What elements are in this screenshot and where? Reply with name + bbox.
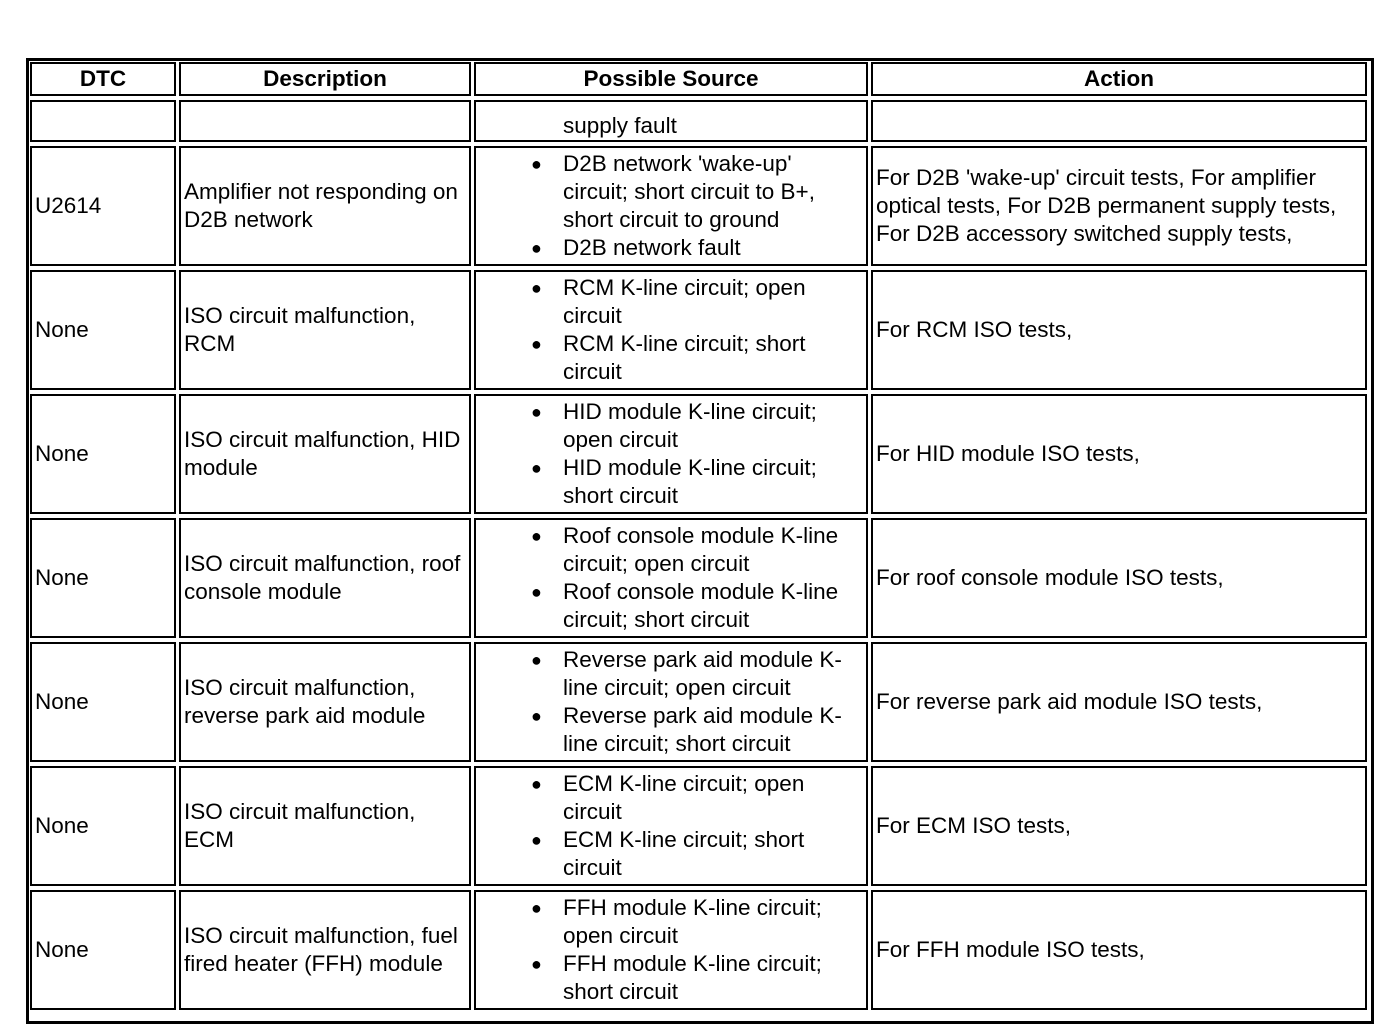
bullet-icon: ● (531, 954, 542, 974)
source-text: Roof console module K-line circuit; short circuit (563, 579, 839, 632)
source-list-item (531, 398, 862, 454)
cell-possible-source (474, 518, 868, 638)
cell-dtc (30, 100, 176, 142)
bullet-icon: ● (531, 334, 542, 354)
cell-possible-source (474, 394, 868, 514)
cell-action: For reverse park aid module ISO tests, (871, 642, 1367, 762)
cell-possible-source (474, 766, 868, 886)
source-list-item (531, 770, 862, 826)
cell-possible-source (474, 146, 868, 266)
bullet-icon: ● (531, 278, 542, 298)
header-possible-source: Possible Source (474, 62, 868, 96)
cell-action: For ECM ISO tests, (871, 766, 1367, 886)
source-text: ECM K-line circuit; open circuit (563, 771, 805, 824)
cell-action: For roof console module ISO tests, (871, 518, 1367, 638)
table-row (30, 766, 1367, 886)
source-list-item (531, 274, 862, 330)
source-text: RCM K-line circuit; short circuit (563, 331, 806, 384)
source-text: FFH module K-line circuit; open circuit (563, 895, 822, 948)
cell-dtc: U2614 (30, 146, 176, 266)
cell-possible-source: supply fault (474, 100, 868, 142)
source-list (479, 398, 862, 510)
bullet-icon: ● (531, 830, 542, 850)
table-row (30, 642, 1367, 762)
cell-description: ISO circuit malfunction, roof console module (179, 518, 471, 638)
cell-dtc: None (30, 890, 176, 1010)
source-list-item (531, 234, 862, 262)
bullet-icon: ● (531, 458, 542, 478)
cell-description: ISO circuit malfunction, ECM (179, 766, 471, 886)
cell-possible-source (474, 642, 868, 762)
source-list (479, 646, 862, 758)
cell-action: For HID module ISO tests, (871, 394, 1367, 514)
source-text: FFH module K-line circuit; short circuit (563, 951, 822, 1004)
cell-possible-source (474, 890, 868, 1010)
source-text: HID module K-line circuit; short circuit (563, 455, 817, 508)
header-description: Description (179, 62, 471, 96)
cell-description: ISO circuit malfunction, HID module (179, 394, 471, 514)
table-header-row (30, 62, 1367, 96)
source-list-item (531, 330, 862, 386)
header-dtc: DTC (30, 62, 176, 96)
source-list (479, 770, 862, 882)
cell-description: ISO circuit malfunction, reverse park aid module (179, 642, 471, 762)
bullet-icon: ● (531, 650, 542, 670)
source-list-item (531, 702, 862, 758)
source-list-item (531, 646, 862, 702)
source-list-item (531, 950, 862, 1006)
cell-dtc: None (30, 766, 176, 886)
table-row (30, 890, 1367, 1010)
source-text: Reverse park aid module K-line circuit; short circuit (563, 703, 842, 756)
cell-dtc: None (30, 518, 176, 638)
cell-description: ISO circuit malfunction, RCM (179, 270, 471, 390)
cell-action: For FFH module ISO tests, (871, 890, 1367, 1010)
source-text: ECM K-line circuit; short circuit (563, 827, 805, 880)
table-row (30, 270, 1367, 390)
cell-action (871, 100, 1367, 142)
cell-possible-source (474, 270, 868, 390)
cell-dtc: None (30, 642, 176, 762)
bullet-icon: ● (531, 706, 542, 726)
header-action: Action (871, 62, 1367, 96)
bullet-icon: ● (531, 898, 542, 918)
dtc-table (27, 58, 1370, 1014)
table-row (30, 146, 1367, 266)
table-row-continuation (30, 100, 1367, 142)
cell-action: For RCM ISO tests, (871, 270, 1367, 390)
bullet-icon: ● (531, 402, 542, 422)
bullet-icon: ● (531, 582, 542, 602)
cell-dtc: None (30, 270, 176, 390)
source-text: Reverse park aid module K-line circuit; open circuit (563, 647, 842, 700)
cell-description: ISO circuit malfunction, fuel fired heater (FFH) module (179, 890, 471, 1010)
cell-dtc: None (30, 394, 176, 514)
source-list-item (531, 150, 862, 234)
source-text: D2B network fault (563, 235, 741, 260)
source-text: D2B network 'wake-up' circuit; short circuit to B+, short circuit to ground (563, 151, 815, 232)
source-text: RCM K-line circuit; open circuit (563, 275, 806, 328)
source-list-item (531, 522, 862, 578)
source-list (479, 274, 862, 386)
bullet-icon: ● (531, 526, 542, 546)
source-list (479, 894, 862, 1006)
source-text: HID module K-line circuit; open circuit (563, 399, 817, 452)
bullet-icon: ● (531, 154, 542, 174)
cell-description: Amplifier not responding on D2B network (179, 146, 471, 266)
table-row (30, 394, 1367, 514)
table-row (30, 518, 1367, 638)
cell-action: For D2B 'wake-up' circuit tests, For amplifier optical tests, For D2B permanent supply tests, For D2B accessory switched supply tests, (871, 146, 1367, 266)
source-list (479, 150, 862, 262)
source-list-item (531, 894, 862, 950)
cell-description (179, 100, 471, 142)
source-text: Roof console module K-line circuit; open circuit (563, 523, 839, 576)
source-list-item (531, 826, 862, 882)
bullet-icon: ● (531, 774, 542, 794)
source-list (479, 522, 862, 634)
source-list-item (531, 454, 862, 510)
source-list-item (531, 578, 862, 634)
bullet-icon: ● (531, 238, 542, 258)
